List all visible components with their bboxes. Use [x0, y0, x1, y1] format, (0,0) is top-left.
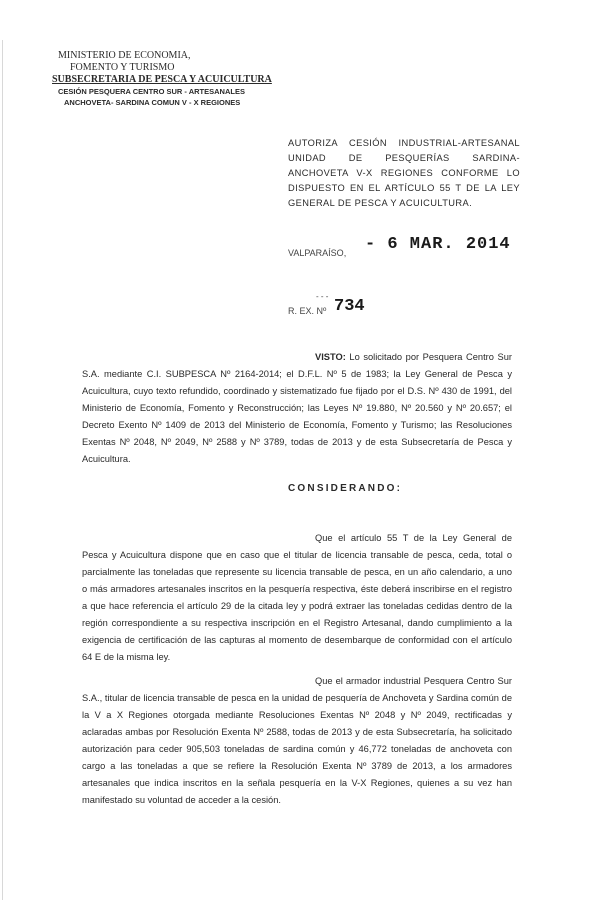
letterhead — [52, 50, 292, 108]
reference-line-2: ANCHOVETA- SARDINA COMUN V - X REGIONES — [64, 98, 241, 107]
visto-paragraph — [82, 349, 512, 468]
considerando-paragraph-1: Que el artículo 55 T de la Ley General de Pesca y Acuicultura dispone que en caso que el titular de licencia transable de pesca, ceda, total o parcialmente las toneladas que represente su licencia transable de pesca, en un año calendario, a uno o más armadores artesanales inscritos en la pesquería respectiva, éste deberá inscribirse en el registro a que hace referencia el artículo 29 de la citada ley y podrá extraer las toneladas cedidas dentro de la región correspondiente a su respectiva inscripción en el Registro Artesanal, dando cumplimiento a la exigencia de certificación de las capturas al momento de desembarque de conformidad con el artículo 64 E de la misma ley. — [82, 533, 512, 662]
rex-number: 734 — [334, 297, 365, 316]
visto-lead: VISTO: — [315, 352, 346, 362]
place-label: VALPARAÍSO, — [288, 248, 347, 258]
rex-label: R. EX. Nº — [288, 306, 327, 316]
considerando-heading: CONSIDERANDO: — [288, 483, 403, 494]
date-stamp: - 6 MAR. 2014 — [365, 235, 511, 254]
resolution-subject: AUTORIZA CESIÓN INDUSTRIAL-ARTESANAL UNIDAD DE PESQUERÍAS SARDINA-ANCHOVETA V-X REGIONES CONFORME LO DISPUESTO EN EL ARTÍCULO 55 T DE LA LEY GENERAL DE PESCA Y ACUICULTURA. — [288, 138, 520, 208]
visto-text: Lo solicitado por Pesquera Centro Sur S.A. mediante C.I. SUBPESCA Nº 2164-2014; el D.F.L. Nº 5 de 1983; la Ley General de Pesca y Acuicultura, cuyo texto refundido, coordinado y sistematizado fue fijado por el D.S. Nº 430 de 1991, del Ministerio de Economía, Fomento y Reconstrucción; las Leyes Nº 19.880, Nº 20.560 y Nº 20.657; el Decreto Exento Nº 1409 de 2013 del Ministerio de Economía, Fomento y Turismo; las Resoluciones Exentas Nº 2048, Nº 2049, Nº 2588 y Nº 3789, todas de 2013 y de esta Subsecretaría de Pesca y Acuicultura. — [82, 352, 512, 464]
rex-dash-mark: - - - — [316, 292, 329, 301]
considerando-paragraph-2: Que el armador industrial Pesquera Centro Sur S.A., titular de licencia transable de pesca en la unidad de pesquería de Anchoveta y Sardina común de la V a X Regiones otorgada mediante Resoluciones Exentas Nº 2048 y Nº 2049, rectificadas y aclaradas ambas por Resolución Exenta Nº 2588, todas de 2013 y de esta Subsecretaría, ha solicitado autorización para ceder 905,503 toneladas de sardina común y 46,772 toneladas de anchoveta con cargo a las toneladas a que se refiere la Resolución Exenta Nº 3789 de 2013, a los armadores artesanales que indica inscritos en la señala pesquería en la V-X Regiones, quienes a su vez han manifestado su voluntad de acceder a la cesión. — [82, 676, 512, 805]
reference-line-1: CESIÓN PESQUERA CENTRO SUR - ARTESANALES — [58, 87, 245, 96]
ministry-subname: FOMENTO Y TURISMO — [70, 62, 175, 73]
subsecretaria-name: SUBSECRETARIA DE PESCA Y ACUICULTURA — [52, 74, 272, 85]
scan-edge-line — [2, 40, 3, 900]
ministry-name: MINISTERIO DE ECONOMIA, — [58, 50, 191, 61]
